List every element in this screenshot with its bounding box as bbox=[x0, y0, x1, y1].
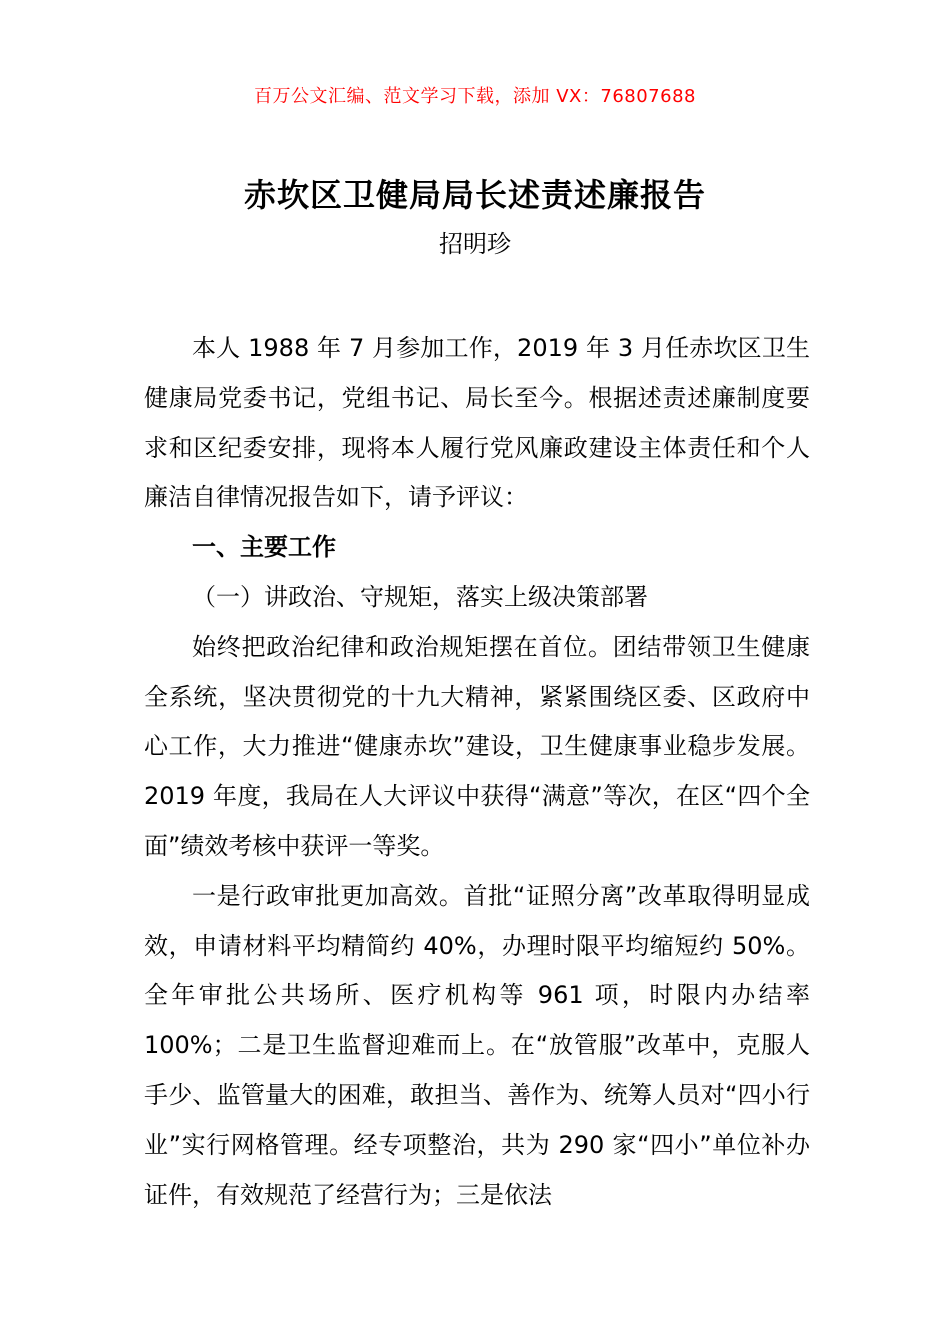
document-body bbox=[144, 324, 810, 1220]
paragraph-achievements: 一是行政审批更加高效。首批“证照分离”改革取得明显成效，申请材料平均精简约 40%，办理时限平均缩短约 50%。全年审批公共场所、医疗机构等 961 项，时限内办结率 100%；二是卫生监督迎难而上。在“放管服”改革中，克服人手少、监管量大的困难，敢担当、善作为、统筹人员对“四小行业”实行网格管理。经专项整治，共为 290 家“四小”单位补办证件，有效规范了经营行为；三是依法 bbox=[144, 881, 810, 1209]
subsection-heading-politics: （一）讲政治、守规矩，落实上级决策部署 bbox=[192, 582, 648, 611]
document-author: 招明珍 bbox=[439, 230, 511, 258]
paragraph-politics: 始终把政治纪律和政治规矩摆在首位。团结带领卫生健康全系统，坚决贯彻党的十九大精神，紧紧围绕区委、区政府中心工作，大力推进“健康赤坎”建设，卫生健康事业稳步发展。2019 年度，我局在人大评议中获得“满意”等次，在区“四个全面”绩效考核中获评一等奖。 bbox=[144, 632, 810, 860]
header-note: 百万公文汇编、范文学习下载，添加 VX：76807688 bbox=[254, 86, 696, 107]
document-title: 赤坎区卫健局局长述责述廉报告 bbox=[243, 176, 706, 214]
paragraph-intro: 本人 1988 年 7 月参加工作，2019 年 3 月任赤坎区卫生健康局党委书记，党组书记、局长至今。根据述责述廉制度要求和区纪委安排，现将本人履行党风廉政建设主体责任和个人廉洁自律情况报告如下，请予评议： bbox=[144, 334, 810, 512]
section-heading-main-work: 一、主要工作 bbox=[192, 533, 336, 562]
